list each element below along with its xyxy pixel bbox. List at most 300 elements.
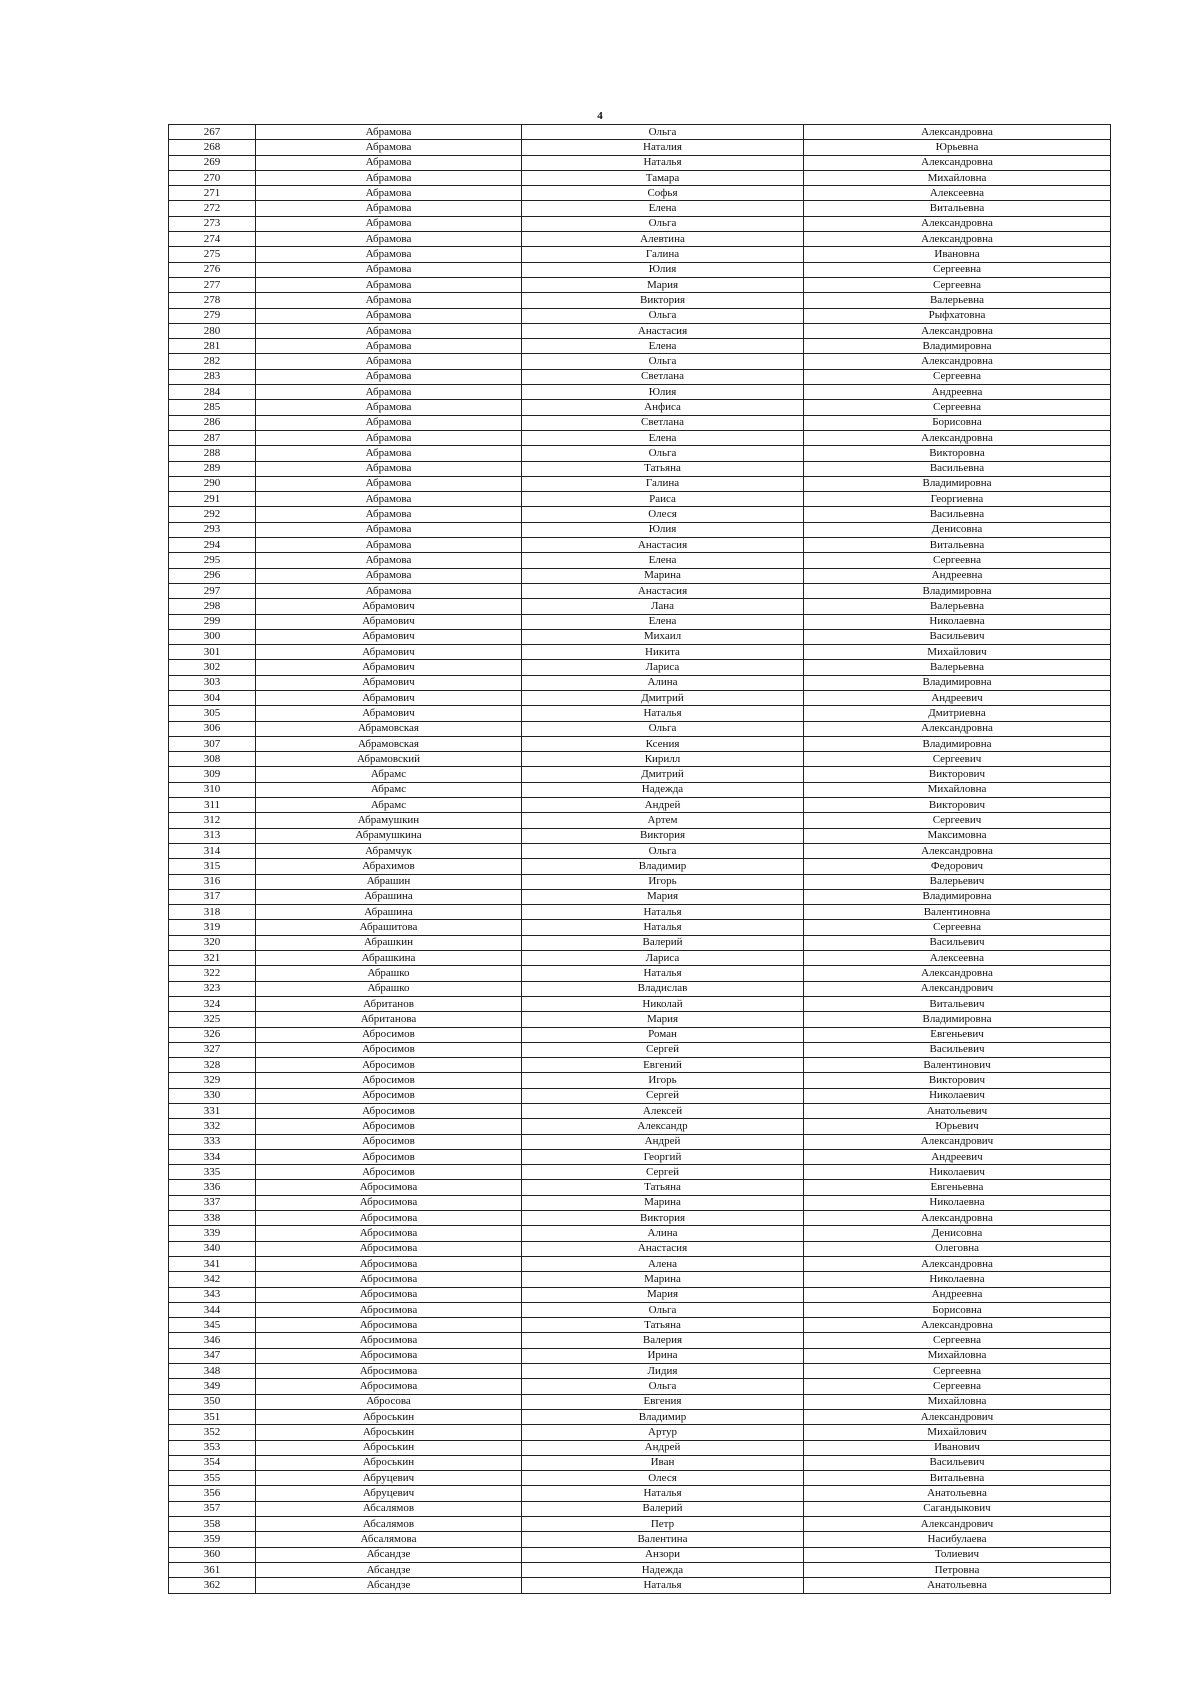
first-name-cell: Мария xyxy=(522,889,804,904)
patronymic-cell: Александровна xyxy=(804,1256,1111,1271)
last-name-cell: Абрамовская xyxy=(256,721,522,736)
patronymic-cell: Сергеевна xyxy=(804,553,1111,568)
row-number-cell: 342 xyxy=(169,1272,256,1287)
last-name-cell: Абрамова xyxy=(256,201,522,216)
first-name-cell: Роман xyxy=(522,1027,804,1042)
row-number-cell: 273 xyxy=(169,216,256,231)
row-number-cell: 341 xyxy=(169,1256,256,1271)
patronymic-cell: Сагандыкович xyxy=(804,1501,1111,1516)
table-row xyxy=(169,752,1111,767)
patronymic-cell: Андреевна xyxy=(804,385,1111,400)
last-name-cell: Абросимова xyxy=(256,1180,522,1195)
table-row xyxy=(169,369,1111,384)
row-number-cell: 285 xyxy=(169,400,256,415)
row-number-cell: 336 xyxy=(169,1180,256,1195)
table-row xyxy=(169,629,1111,644)
last-name-cell: Абрамова xyxy=(256,216,522,231)
table-row xyxy=(169,293,1111,308)
last-name-cell: Абрамович xyxy=(256,660,522,675)
last-name-cell: Абрамовский xyxy=(256,752,522,767)
first-name-cell: Лариса xyxy=(522,660,804,675)
last-name-cell: Абсандзе xyxy=(256,1547,522,1562)
last-name-cell: Абрамова xyxy=(256,430,522,445)
patronymic-cell: Николаевич xyxy=(804,1088,1111,1103)
table-row xyxy=(169,675,1111,690)
patronymic-cell: Сергеевич xyxy=(804,813,1111,828)
table-row xyxy=(169,507,1111,522)
row-number-cell: 324 xyxy=(169,996,256,1011)
first-name-cell: Светлана xyxy=(522,415,804,430)
citizen-register-table xyxy=(168,124,1111,1594)
patronymic-cell: Андреевич xyxy=(804,1149,1111,1164)
last-name-cell: Абросимов xyxy=(256,1165,522,1180)
row-number-cell: 272 xyxy=(169,201,256,216)
last-name-cell: Аброськин xyxy=(256,1440,522,1455)
first-name-cell: Виктория xyxy=(522,293,804,308)
first-name-cell: Алевтина xyxy=(522,232,804,247)
first-name-cell: Марина xyxy=(522,1272,804,1287)
table-row xyxy=(169,553,1111,568)
first-name-cell: Ольга xyxy=(522,308,804,323)
last-name-cell: Абрамова xyxy=(256,186,522,201)
first-name-cell: Владимир xyxy=(522,859,804,874)
row-number-cell: 269 xyxy=(169,155,256,170)
last-name-cell: Абрамова xyxy=(256,583,522,598)
first-name-cell: Раиса xyxy=(522,492,804,507)
table-row xyxy=(169,1104,1111,1119)
row-number-cell: 328 xyxy=(169,1058,256,1073)
table-row xyxy=(169,1471,1111,1486)
row-number-cell: 354 xyxy=(169,1455,256,1470)
last-name-cell: Абрамова xyxy=(256,400,522,415)
first-name-cell: Дмитрий xyxy=(522,690,804,705)
first-name-cell: Георгий xyxy=(522,1149,804,1164)
patronymic-cell: Денисовна xyxy=(804,522,1111,537)
last-name-cell: Абросимов xyxy=(256,1042,522,1057)
row-number-cell: 279 xyxy=(169,308,256,323)
first-name-cell: Виктория xyxy=(522,828,804,843)
patronymic-cell: Валерьевна xyxy=(804,660,1111,675)
patronymic-cell: Сергеевна xyxy=(804,1333,1111,1348)
last-name-cell: Абросимова xyxy=(256,1195,522,1210)
table-row xyxy=(169,277,1111,292)
row-number-cell: 338 xyxy=(169,1211,256,1226)
row-number-cell: 290 xyxy=(169,476,256,491)
patronymic-cell: Валерьевна xyxy=(804,599,1111,614)
row-number-cell: 282 xyxy=(169,354,256,369)
first-name-cell: Никита xyxy=(522,645,804,660)
patronymic-cell: Сергеевич xyxy=(804,752,1111,767)
patronymic-cell: Владимировна xyxy=(804,476,1111,491)
patronymic-cell: Владимировна xyxy=(804,675,1111,690)
last-name-cell: Абрамс xyxy=(256,767,522,782)
row-number-cell: 359 xyxy=(169,1532,256,1547)
table-row xyxy=(169,874,1111,889)
table-row xyxy=(169,767,1111,782)
last-name-cell: Абрамова xyxy=(256,140,522,155)
row-number-cell: 332 xyxy=(169,1119,256,1134)
table-row xyxy=(169,1455,1111,1470)
table-row xyxy=(169,1517,1111,1532)
last-name-cell: Абрамова xyxy=(256,232,522,247)
patronymic-cell: Андреевна xyxy=(804,1287,1111,1302)
first-name-cell: Софья xyxy=(522,186,804,201)
first-name-cell: Ольга xyxy=(522,721,804,736)
patronymic-cell: Дмитриевна xyxy=(804,706,1111,721)
patronymic-cell: Алексеевна xyxy=(804,186,1111,201)
first-name-cell: Ольга xyxy=(522,1379,804,1394)
last-name-cell: Абросимов xyxy=(256,1027,522,1042)
table-row xyxy=(169,1272,1111,1287)
row-number-cell: 278 xyxy=(169,293,256,308)
row-number-cell: 267 xyxy=(169,125,256,140)
first-name-cell: Сергей xyxy=(522,1165,804,1180)
patronymic-cell: Олеговна xyxy=(804,1241,1111,1256)
row-number-cell: 318 xyxy=(169,905,256,920)
first-name-cell: Елена xyxy=(522,201,804,216)
row-number-cell: 321 xyxy=(169,951,256,966)
table-row xyxy=(169,522,1111,537)
first-name-cell: Валентина xyxy=(522,1532,804,1547)
row-number-cell: 300 xyxy=(169,629,256,644)
row-number-cell: 349 xyxy=(169,1379,256,1394)
patronymic-cell: Александровна xyxy=(804,125,1111,140)
table-row xyxy=(169,1394,1111,1409)
last-name-cell: Абсандзе xyxy=(256,1578,522,1593)
first-name-cell: Сергей xyxy=(522,1042,804,1057)
last-name-cell: Абросимов xyxy=(256,1134,522,1149)
patronymic-cell: Николаевич xyxy=(804,1165,1111,1180)
last-name-cell: Абросимов xyxy=(256,1073,522,1088)
last-name-cell: Абрамова xyxy=(256,492,522,507)
patronymic-cell: Владимировна xyxy=(804,583,1111,598)
row-number-cell: 310 xyxy=(169,782,256,797)
first-name-cell: Ирина xyxy=(522,1348,804,1363)
first-name-cell: Татьяна xyxy=(522,461,804,476)
table-row xyxy=(169,905,1111,920)
patronymic-cell: Витальевна xyxy=(804,1471,1111,1486)
row-number-cell: 353 xyxy=(169,1440,256,1455)
last-name-cell: Абрамович xyxy=(256,629,522,644)
patronymic-cell: Александровна xyxy=(804,1211,1111,1226)
table-row xyxy=(169,660,1111,675)
patronymic-cell: Сергеевна xyxy=(804,400,1111,415)
patronymic-cell: Михайловна xyxy=(804,170,1111,185)
table-row xyxy=(169,446,1111,461)
last-name-cell: Абрамова xyxy=(256,415,522,430)
row-number-cell: 339 xyxy=(169,1226,256,1241)
table-row xyxy=(169,721,1111,736)
row-number-cell: 322 xyxy=(169,966,256,981)
table-row xyxy=(169,996,1111,1011)
row-number-cell: 337 xyxy=(169,1195,256,1210)
first-name-cell: Марина xyxy=(522,568,804,583)
first-name-cell: Анастасия xyxy=(522,583,804,598)
table-row xyxy=(169,186,1111,201)
patronymic-cell: Валерьевна xyxy=(804,293,1111,308)
last-name-cell: Абруцевич xyxy=(256,1471,522,1486)
row-number-cell: 325 xyxy=(169,1012,256,1027)
first-name-cell: Лариса xyxy=(522,951,804,966)
first-name-cell: Александр xyxy=(522,1119,804,1134)
table-row xyxy=(169,736,1111,751)
last-name-cell: Аброськин xyxy=(256,1455,522,1470)
patronymic-cell: Васильевич xyxy=(804,935,1111,950)
patronymic-cell: Александровна xyxy=(804,155,1111,170)
table-row xyxy=(169,798,1111,813)
row-number-cell: 320 xyxy=(169,935,256,950)
patronymic-cell: Васильевич xyxy=(804,1455,1111,1470)
first-name-cell: Алена xyxy=(522,1256,804,1271)
last-name-cell: Абрамова xyxy=(256,538,522,553)
first-name-cell: Елена xyxy=(522,553,804,568)
patronymic-cell: Анатольевна xyxy=(804,1578,1111,1593)
first-name-cell: Галина xyxy=(522,476,804,491)
first-name-cell: Анастасия xyxy=(522,538,804,553)
row-number-cell: 319 xyxy=(169,920,256,935)
last-name-cell: Абросимова xyxy=(256,1287,522,1302)
patronymic-cell: Андреевна xyxy=(804,568,1111,583)
row-number-cell: 334 xyxy=(169,1149,256,1164)
last-name-cell: Абрамова xyxy=(256,385,522,400)
row-number-cell: 293 xyxy=(169,522,256,537)
last-name-cell: Абросимова xyxy=(256,1318,522,1333)
last-name-cell: Абросимов xyxy=(256,1149,522,1164)
table-row xyxy=(169,920,1111,935)
patronymic-cell: Евгеньевна xyxy=(804,1180,1111,1195)
first-name-cell: Игорь xyxy=(522,1073,804,1088)
table-row xyxy=(169,1058,1111,1073)
first-name-cell: Мария xyxy=(522,1287,804,1302)
table-row xyxy=(169,951,1111,966)
table-row xyxy=(169,155,1111,170)
patronymic-cell: Александрович xyxy=(804,1409,1111,1424)
patronymic-cell: Александровна xyxy=(804,430,1111,445)
patronymic-cell: Викторовна xyxy=(804,446,1111,461)
table-row xyxy=(169,614,1111,629)
last-name-cell: Абросимова xyxy=(256,1256,522,1271)
row-number-cell: 303 xyxy=(169,675,256,690)
last-name-cell: Абрамова xyxy=(256,568,522,583)
row-number-cell: 358 xyxy=(169,1517,256,1532)
row-number-cell: 277 xyxy=(169,277,256,292)
last-name-cell: Абрахимов xyxy=(256,859,522,874)
first-name-cell: Лидия xyxy=(522,1364,804,1379)
row-number-cell: 362 xyxy=(169,1578,256,1593)
last-name-cell: Абрашин xyxy=(256,874,522,889)
table-row xyxy=(169,1149,1111,1164)
patronymic-cell: Витальевна xyxy=(804,538,1111,553)
table-row xyxy=(169,1425,1111,1440)
row-number-cell: 323 xyxy=(169,981,256,996)
last-name-cell: Абрамова xyxy=(256,446,522,461)
table-row xyxy=(169,859,1111,874)
first-name-cell: Галина xyxy=(522,247,804,262)
table-row xyxy=(169,1532,1111,1547)
patronymic-cell: Михайловна xyxy=(804,782,1111,797)
table-row xyxy=(169,599,1111,614)
row-number-cell: 340 xyxy=(169,1241,256,1256)
first-name-cell: Андрей xyxy=(522,798,804,813)
table-row xyxy=(169,1119,1111,1134)
patronymic-cell: Борисовна xyxy=(804,415,1111,430)
patronymic-cell: Александрович xyxy=(804,981,1111,996)
row-number-cell: 351 xyxy=(169,1409,256,1424)
table-row xyxy=(169,1195,1111,1210)
row-number-cell: 326 xyxy=(169,1027,256,1042)
patronymic-cell: Максимовна xyxy=(804,828,1111,843)
table-row xyxy=(169,1226,1111,1241)
last-name-cell: Абсалямова xyxy=(256,1532,522,1547)
patronymic-cell: Сергеевна xyxy=(804,920,1111,935)
table-row xyxy=(169,430,1111,445)
patronymic-cell: Николаевна xyxy=(804,1272,1111,1287)
last-name-cell: Абрамушкина xyxy=(256,828,522,843)
last-name-cell: Абрамчук xyxy=(256,843,522,858)
table-row xyxy=(169,476,1111,491)
patronymic-cell: Михайловна xyxy=(804,1394,1111,1409)
last-name-cell: Абрашина xyxy=(256,905,522,920)
row-number-cell: 305 xyxy=(169,706,256,721)
patronymic-cell: Михайловна xyxy=(804,1348,1111,1363)
last-name-cell: Абрамова xyxy=(256,553,522,568)
patronymic-cell: Анатольевна xyxy=(804,1486,1111,1501)
last-name-cell: Абрашкина xyxy=(256,951,522,966)
patronymic-cell: Иванович xyxy=(804,1440,1111,1455)
patronymic-cell: Васильевна xyxy=(804,507,1111,522)
row-number-cell: 268 xyxy=(169,140,256,155)
first-name-cell: Юлия xyxy=(522,522,804,537)
table-row xyxy=(169,1165,1111,1180)
table-row xyxy=(169,1348,1111,1363)
table-row xyxy=(169,247,1111,262)
first-name-cell: Ольга xyxy=(522,216,804,231)
first-name-cell: Елена xyxy=(522,430,804,445)
table-row xyxy=(169,782,1111,797)
row-number-cell: 348 xyxy=(169,1364,256,1379)
last-name-cell: Абрамова xyxy=(256,476,522,491)
row-number-cell: 357 xyxy=(169,1501,256,1516)
table-row xyxy=(169,201,1111,216)
row-number-cell: 311 xyxy=(169,798,256,813)
patronymic-cell: Владимировна xyxy=(804,736,1111,751)
last-name-cell: Абросимова xyxy=(256,1379,522,1394)
last-name-cell: Абрашко xyxy=(256,966,522,981)
patronymic-cell: Владимировна xyxy=(804,339,1111,354)
last-name-cell: Абрамова xyxy=(256,522,522,537)
patronymic-cell: Сергеевна xyxy=(804,262,1111,277)
first-name-cell: Владимир xyxy=(522,1409,804,1424)
table-row xyxy=(169,308,1111,323)
patronymic-cell: Денисовна xyxy=(804,1226,1111,1241)
patronymic-cell: Сергеевна xyxy=(804,277,1111,292)
first-name-cell: Валерий xyxy=(522,1501,804,1516)
last-name-cell: Абросимов xyxy=(256,1104,522,1119)
first-name-cell: Надежда xyxy=(522,782,804,797)
register-table-body xyxy=(169,125,1111,1594)
table-row xyxy=(169,1578,1111,1593)
patronymic-cell: Александрович xyxy=(804,1517,1111,1532)
last-name-cell: Абрамова xyxy=(256,323,522,338)
first-name-cell: Татьяна xyxy=(522,1318,804,1333)
patronymic-cell: Валентинович xyxy=(804,1058,1111,1073)
row-number-cell: 283 xyxy=(169,369,256,384)
first-name-cell: Валерий xyxy=(522,935,804,950)
table-row xyxy=(169,262,1111,277)
table-row xyxy=(169,1318,1111,1333)
first-name-cell: Наталия xyxy=(522,140,804,155)
last-name-cell: Абрамс xyxy=(256,798,522,813)
table-row xyxy=(169,813,1111,828)
table-row xyxy=(169,1073,1111,1088)
row-number-cell: 361 xyxy=(169,1562,256,1577)
first-name-cell: Ольга xyxy=(522,354,804,369)
last-name-cell: Абросимов xyxy=(256,1058,522,1073)
row-number-cell: 347 xyxy=(169,1348,256,1363)
patronymic-cell: Евгеньевич xyxy=(804,1027,1111,1042)
table-row xyxy=(169,216,1111,231)
table-row xyxy=(169,1287,1111,1302)
row-number-cell: 307 xyxy=(169,736,256,751)
table-row xyxy=(169,1333,1111,1348)
row-number-cell: 295 xyxy=(169,553,256,568)
last-name-cell: Абрамова xyxy=(256,507,522,522)
first-name-cell: Артур xyxy=(522,1425,804,1440)
row-number-cell: 306 xyxy=(169,721,256,736)
last-name-cell: Абрамович xyxy=(256,645,522,660)
patronymic-cell: Юрьевна xyxy=(804,140,1111,155)
last-name-cell: Абросимова xyxy=(256,1364,522,1379)
row-number-cell: 355 xyxy=(169,1471,256,1486)
first-name-cell: Светлана xyxy=(522,369,804,384)
last-name-cell: Абрамовская xyxy=(256,736,522,751)
table-row xyxy=(169,690,1111,705)
row-number-cell: 275 xyxy=(169,247,256,262)
table-row xyxy=(169,339,1111,354)
table-row xyxy=(169,1256,1111,1271)
first-name-cell: Алексей xyxy=(522,1104,804,1119)
first-name-cell: Иван xyxy=(522,1455,804,1470)
patronymic-cell: Федорович xyxy=(804,859,1111,874)
last-name-cell: Абсалямов xyxy=(256,1517,522,1532)
first-name-cell: Елена xyxy=(522,614,804,629)
last-name-cell: Аброськин xyxy=(256,1409,522,1424)
last-name-cell: Абрамович xyxy=(256,675,522,690)
table-row xyxy=(169,1501,1111,1516)
table-row xyxy=(169,981,1111,996)
patronymic-cell: Александровна xyxy=(804,843,1111,858)
patronymic-cell: Александровна xyxy=(804,354,1111,369)
first-name-cell: Анзори xyxy=(522,1547,804,1562)
last-name-cell: Абсандзе xyxy=(256,1562,522,1577)
first-name-cell: Наталья xyxy=(522,905,804,920)
last-name-cell: Абросова xyxy=(256,1394,522,1409)
row-number-cell: 317 xyxy=(169,889,256,904)
patronymic-cell: Георгиевна xyxy=(804,492,1111,507)
row-number-cell: 329 xyxy=(169,1073,256,1088)
row-number-cell: 352 xyxy=(169,1425,256,1440)
last-name-cell: Абросимова xyxy=(256,1272,522,1287)
table-row xyxy=(169,889,1111,904)
first-name-cell: Наталья xyxy=(522,966,804,981)
patronymic-cell: Викторович xyxy=(804,798,1111,813)
row-number-cell: 270 xyxy=(169,170,256,185)
last-name-cell: Абрамович xyxy=(256,599,522,614)
first-name-cell: Андрей xyxy=(522,1440,804,1455)
first-name-cell: Сергей xyxy=(522,1088,804,1103)
patronymic-cell: Михайлович xyxy=(804,1425,1111,1440)
last-name-cell: Абританова xyxy=(256,1012,522,1027)
